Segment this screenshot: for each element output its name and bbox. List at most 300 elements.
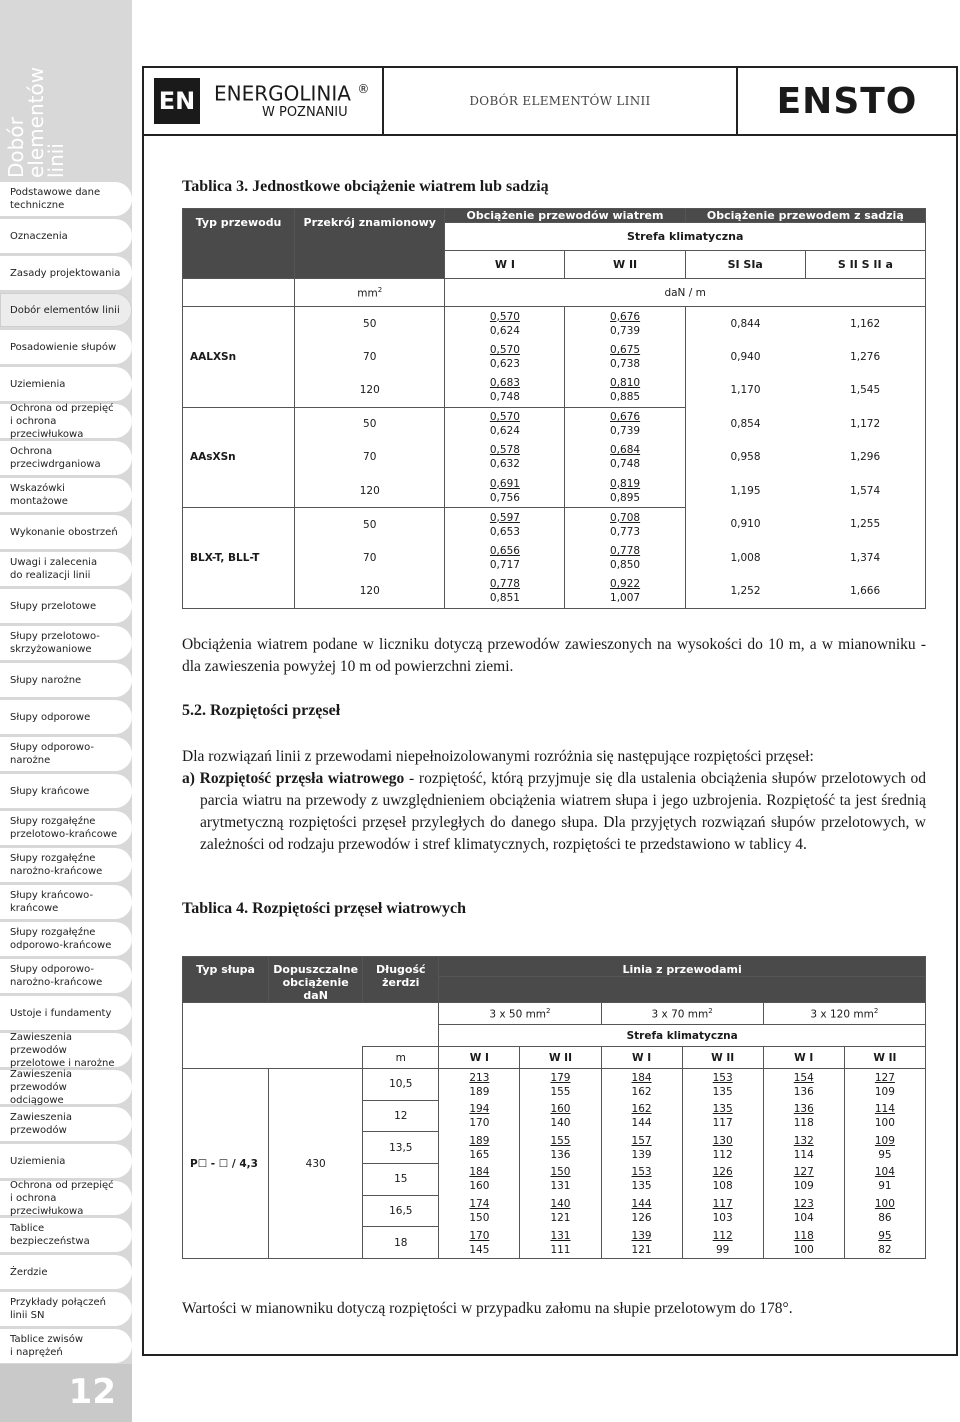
span-cell: [520, 1100, 601, 1132]
pole-length: 12: [363, 1100, 439, 1132]
cross-section: 120: [295, 474, 445, 508]
page-number: 12: [0, 1364, 132, 1422]
span-cell: [520, 1069, 601, 1101]
span-cell: [763, 1227, 844, 1259]
company-city: W POZNANIU: [262, 105, 348, 121]
table-row: [183, 441, 926, 475]
numerator: 184: [469, 1166, 490, 1179]
numerator: 0,683: [489, 377, 520, 389]
table4-header-row: [183, 1003, 926, 1025]
sidebar-item[interactable]: Zawieszenia przewodów odciągowe: [0, 1070, 132, 1104]
table4-header-row: [183, 1047, 926, 1069]
fraction: [469, 1134, 489, 1162]
numerator: 0,684: [610, 444, 641, 457]
section-body: [182, 746, 926, 856]
numerator: 0,676: [610, 310, 641, 323]
fraction: [875, 1134, 895, 1162]
fraction: [713, 1102, 733, 1130]
mm-text: mm: [357, 287, 378, 300]
sidebar-item[interactable]: Uwagi i zalecenia do realizacji linii: [0, 552, 132, 586]
span-cell: [439, 1195, 520, 1227]
denominator: 117: [712, 1117, 733, 1130]
fraction: [469, 1102, 489, 1130]
wind-load-cell: [565, 508, 685, 542]
th-w2: W II: [565, 251, 685, 279]
span-cell: [763, 1100, 844, 1132]
registered-mark: ®: [357, 81, 370, 96]
th-w2: W II: [844, 1047, 925, 1069]
fraction: [632, 1134, 652, 1162]
fraction: [490, 577, 520, 605]
sidebar-item[interactable]: Przykłady połączeń linii SN: [0, 1292, 132, 1326]
sidebar-item[interactable]: Słupy odporowo-narożne: [0, 737, 132, 771]
ice-load-sii: 1,374: [805, 541, 925, 575]
fraction: [878, 1229, 891, 1257]
numerator: 189: [469, 1134, 490, 1147]
sidebar-item[interactable]: Tablice bezpieczeństwa: [0, 1218, 132, 1252]
fraction: [490, 544, 520, 572]
fraction: [469, 1165, 489, 1193]
th-s2: S II S II a: [805, 251, 925, 279]
fraction: [490, 376, 520, 404]
company-text: ENERGOLINIA: [214, 81, 351, 106]
pole-length: 13,5: [363, 1132, 439, 1164]
wind-load-cell: [445, 441, 565, 475]
ensto-logo: ENSTO: [736, 68, 956, 134]
sidebar-item[interactable]: Podstawowe dane techniczne: [0, 182, 132, 216]
fraction: [610, 343, 640, 371]
span-cell: [763, 1164, 844, 1196]
denominator: 114: [793, 1148, 814, 1161]
sidebar-item[interactable]: Ochrona od przepięć i ochrona przeciwłukowa: [0, 404, 132, 438]
sidebar-item[interactable]: Ochrona przeciwdrganiowa: [0, 441, 132, 475]
table3-units-row: [183, 279, 926, 307]
denominator: 99: [715, 1243, 730, 1256]
denominator: 108: [712, 1180, 733, 1193]
denominator: 139: [631, 1148, 652, 1161]
fraction: [632, 1197, 652, 1225]
wind-load-cell: [565, 441, 685, 475]
section-header: DOBÓR ELEMENTÓW LINII: [469, 94, 651, 108]
span-cell: [682, 1100, 763, 1132]
fraction: [490, 511, 520, 539]
numerator: 112: [712, 1229, 733, 1242]
load-value: 430: [269, 1069, 363, 1259]
numerator: 95: [878, 1229, 892, 1242]
fraction: [794, 1229, 814, 1257]
denominator: 112: [712, 1148, 733, 1161]
numerator: 213: [469, 1071, 490, 1084]
denominator: 189: [469, 1085, 490, 1098]
sidebar-item[interactable]: Słupy odporowe: [0, 700, 132, 734]
sidebar-item[interactable]: Słupy przelotowo- skrzyżowaniowe: [0, 626, 132, 660]
fraction: [875, 1165, 895, 1193]
th-m: m: [363, 1047, 439, 1069]
table-row: [183, 374, 926, 408]
sidebar-item[interactable]: Słupy przelotowe: [0, 589, 132, 623]
table-row: [183, 541, 926, 575]
th-c120: [763, 1003, 925, 1025]
fraction: [490, 343, 520, 371]
span-cell: [682, 1227, 763, 1259]
ice-load-sii: 1,162: [805, 307, 925, 341]
denominator: 140: [550, 1117, 571, 1130]
th-load: Dopuszczalne obciążenie daN: [269, 957, 363, 1003]
denominator: 131: [550, 1180, 571, 1193]
numerator: 0,691: [489, 477, 520, 490]
ice-load-si: 0,910: [685, 508, 805, 542]
fraction: [632, 1229, 652, 1257]
numerator: 153: [712, 1071, 733, 1084]
ice-load-si: 0,940: [685, 340, 805, 374]
company-name: [214, 79, 369, 104]
pole-length: 18: [363, 1227, 439, 1259]
denominator: 0,624: [489, 324, 520, 337]
section-intro: Dla rozwiązań linii z przewodami niepełnoizolowanymi rozróżnia się następujące rozpiętości przęseł:: [182, 748, 814, 765]
denominator: 150: [469, 1212, 490, 1225]
numerator: 135: [712, 1103, 733, 1116]
numerator: 126: [712, 1166, 733, 1179]
fraction: [490, 310, 520, 338]
ice-load-sii: 1,666: [805, 575, 925, 609]
blank: [183, 1003, 439, 1047]
sidebar-item[interactable]: Dobór elementów linii: [0, 293, 132, 327]
cross-section: 50: [295, 307, 445, 341]
fraction: [610, 477, 640, 505]
span-cell: [844, 1100, 925, 1132]
section-title: 5.2. Rozpiętości przęseł: [182, 702, 341, 719]
denominator: 91: [878, 1180, 892, 1193]
ice-load-sii: 1,545: [805, 374, 925, 408]
fraction: [490, 443, 520, 471]
span-cell: [439, 1132, 520, 1164]
cross-section: 50: [295, 508, 445, 542]
numerator: 123: [793, 1198, 814, 1211]
numerator: 0,778: [489, 578, 520, 590]
span-cell: [763, 1132, 844, 1164]
denominator: 0,739: [610, 425, 641, 437]
sidebar: [0, 0, 132, 1422]
denominator: 144: [631, 1117, 652, 1130]
note1: Obciążenia wiatrem podane w liczniku dotyczą przewodów zawieszonych na wysokości do 10 m, a w mianowniku - dla zawieszenia powyżej 10 m od powierzchni ziemi.: [182, 636, 926, 675]
energolinia-logo: [144, 68, 384, 134]
fraction: [610, 443, 640, 471]
sidebar-item[interactable]: Zasady projektowania: [0, 256, 132, 290]
item-text: - rozpiętość, którą przyjmuje się dla ustalenia obciążenia słupów przelotowych od parcia wiatru na przewody z uwzględnieniem obciążenia wiatrem słupa i jego uzbrojenia. Rozpiętość ta jest średnią arytmetyczną rozpiętości przęseł przyległych do danego słupa. Dla przyjętych rozwiązań słupów przelotowych, w zależności od rodzaju przewodów i stref klimatycznych, rozpiętości te przedstawiono w tablicy 4.: [200, 770, 926, 853]
sidebar-item[interactable]: Wskazówki montażowe: [0, 478, 132, 512]
span-cell: [601, 1100, 682, 1132]
wind-load-cell: [445, 374, 565, 408]
fraction: [713, 1134, 733, 1162]
pole-length: 16,5: [363, 1195, 439, 1227]
vtitle-line: elementów: [24, 66, 48, 178]
fraction: [713, 1197, 733, 1225]
denominator: 104: [793, 1212, 814, 1225]
blank: [183, 1047, 363, 1069]
numerator: 0,819: [610, 477, 641, 490]
page-header: [142, 66, 958, 136]
wind-load-cell: [565, 575, 685, 609]
sidebar-item[interactable]: Ustoje i fundamenty: [0, 996, 132, 1030]
sidebar-item[interactable]: Słupy krańcowe: [0, 774, 132, 808]
cable-sup: 2: [873, 1006, 879, 1015]
numerator: 160: [550, 1103, 571, 1116]
table3: [182, 208, 926, 609]
units-mm: [295, 279, 445, 307]
th-zone: Strefa klimatyczna: [439, 1025, 926, 1047]
cable-label: 3 x 50 mm: [489, 1008, 547, 1021]
cable-label: 3 x 120 mm: [810, 1008, 874, 1021]
sidebar-item[interactable]: Słupy rozgałęźne narożno-krańcowe: [0, 848, 132, 882]
span-cell: [844, 1195, 925, 1227]
denominator: 0,895: [610, 491, 641, 504]
vtitle-line: Dobór: [4, 117, 28, 178]
fraction: [610, 577, 640, 605]
denominator: 155: [550, 1085, 571, 1098]
ice-load-si: 1,195: [685, 474, 805, 508]
denominator: 165: [469, 1148, 490, 1161]
denominator: 170: [469, 1117, 490, 1130]
numerator: 170: [469, 1229, 490, 1242]
denominator: 82: [878, 1243, 892, 1256]
sidebar-item[interactable]: Zawieszenia przewodów przelotowe i narożne: [0, 1033, 132, 1067]
fraction: [713, 1229, 733, 1257]
cross-section: 70: [295, 541, 445, 575]
numerator: 0,922: [610, 578, 641, 590]
th-w1: W I: [601, 1047, 682, 1069]
sidebar-item[interactable]: Uziemienia: [0, 1144, 132, 1178]
pole-type: P☐ - ☐ / 4,3: [183, 1069, 269, 1259]
table-row: [183, 307, 926, 341]
denominator: 109: [793, 1180, 814, 1193]
denominator: 0,623: [489, 357, 520, 370]
numerator: 0,675: [610, 343, 641, 356]
sidebar-item[interactable]: Ochrona od przepięć i ochrona przeciwłukowa: [0, 1181, 132, 1215]
ice-load-si: 0,854: [685, 407, 805, 441]
denominator: 0,624: [489, 425, 520, 437]
cable-type: BLX-T, BLL-T: [183, 508, 295, 609]
fraction: [610, 544, 640, 572]
sidebar-item[interactable]: Słupy rozgałęźne odporowo-krańcowe: [0, 922, 132, 956]
numerator: 140: [550, 1198, 571, 1211]
wind-load-cell: [445, 340, 565, 374]
span-cell: [520, 1164, 601, 1196]
wind-load-cell: [565, 474, 685, 508]
th-w1: W I: [445, 251, 565, 279]
sidebar-nav: [0, 182, 132, 1366]
sidebar-item[interactable]: Zawieszenia przewodów: [0, 1107, 132, 1141]
numerator: 162: [631, 1103, 652, 1116]
table4: [182, 956, 926, 1259]
cable-type: AALXSn: [183, 307, 295, 408]
fraction: [794, 1102, 814, 1130]
denominator: 0,773: [610, 525, 641, 538]
denominator: 0,738: [610, 357, 641, 370]
numerator: 114: [874, 1103, 895, 1116]
span-cell: [682, 1069, 763, 1101]
denominator: 0,756: [489, 491, 520, 504]
denominator: 0,851: [489, 592, 520, 604]
denominator: 109: [874, 1085, 895, 1098]
sidebar-item[interactable]: Słupy krańcowo- krańcowe: [0, 885, 132, 919]
denominator: 118: [793, 1117, 814, 1130]
numerator: 184: [631, 1071, 652, 1084]
sidebar-item[interactable]: Uziemienia: [0, 367, 132, 401]
cross-section: 120: [295, 575, 445, 609]
span-cell: [844, 1132, 925, 1164]
table4-header-row: [183, 957, 926, 977]
fraction: [490, 477, 520, 505]
table-row: [183, 508, 926, 542]
span-cell: [763, 1069, 844, 1101]
wind-load-cell: [565, 307, 685, 341]
table-row: [183, 340, 926, 374]
fraction: [632, 1102, 652, 1130]
denominator: 100: [874, 1117, 895, 1130]
fraction: [875, 1102, 895, 1130]
numerator: 139: [631, 1229, 652, 1242]
fraction: [469, 1197, 489, 1225]
numerator: 127: [874, 1071, 895, 1084]
th-line-cont: [439, 977, 926, 1003]
th-w2: W II: [682, 1047, 763, 1069]
denominator: 0,739: [610, 324, 641, 337]
sidebar-item[interactable]: Oznaczenia: [0, 219, 132, 253]
cable-type: AAsXSn: [183, 407, 295, 508]
span-cell: [439, 1069, 520, 1101]
numerator: 127: [793, 1166, 814, 1179]
fraction: [610, 310, 640, 338]
numerator: 0,570: [489, 411, 520, 423]
th-ice: Obciążenie przewodem z sadzią: [685, 209, 925, 223]
th-s1: SI SIa: [685, 251, 805, 279]
fraction: [875, 1197, 895, 1225]
denominator: 1,007: [610, 592, 641, 604]
wind-load-cell: [565, 541, 685, 575]
table-row: [183, 575, 926, 609]
wind-load-cell: [565, 407, 685, 441]
fraction: [610, 376, 640, 404]
span-cell: [844, 1069, 925, 1101]
fraction: [550, 1229, 570, 1257]
fraction: [794, 1134, 814, 1162]
ice-load-si: 0,844: [685, 307, 805, 341]
numerator: 179: [550, 1071, 571, 1084]
wind-load-cell: [445, 474, 565, 508]
fraction: [794, 1071, 814, 1099]
span-cell: [601, 1164, 682, 1196]
numerator: 153: [631, 1166, 652, 1179]
item-label: a) Rozpiętość przęsła wiatrowego: [182, 770, 405, 787]
span-cell: [682, 1195, 763, 1227]
denominator: 0,632: [489, 458, 520, 471]
numerator: 194: [469, 1103, 490, 1116]
sidebar-item[interactable]: Słupy odporowo- narożno-krańcowe: [0, 959, 132, 993]
sidebar-item[interactable]: Wykonanie obostrzeń: [0, 515, 132, 549]
fraction: [550, 1071, 570, 1099]
denominator: 126: [631, 1212, 652, 1225]
ice-load-si: 1,252: [685, 575, 805, 609]
denominator: 145: [469, 1243, 490, 1256]
wind-load-cell: [565, 374, 685, 408]
sidebar-item[interactable]: Żerdzie: [0, 1255, 132, 1289]
denominator: 135: [712, 1085, 733, 1098]
span-cell: [844, 1164, 925, 1196]
sidebar-item[interactable]: Tablice zwisów i naprężeń: [0, 1329, 132, 1363]
denominator: 0,748: [489, 391, 520, 403]
note2: Wartości w mianowniku dotyczą rozpiętości w przypadku załomu na słupie przelotowym do 178°.: [182, 1300, 793, 1317]
span-cell: [439, 1227, 520, 1259]
numerator: 150: [550, 1166, 571, 1179]
th-cross: Przekrój znamionowy: [295, 209, 445, 279]
pole-length: 15: [363, 1164, 439, 1196]
fraction: [632, 1165, 652, 1193]
fraction: [794, 1197, 814, 1225]
cable-sup: 2: [708, 1006, 713, 1015]
numerator: 100: [874, 1198, 895, 1211]
numerator: 0,570: [489, 310, 520, 323]
th-w1: W I: [763, 1047, 844, 1069]
denominator: 0,850: [610, 558, 641, 571]
ice-load-sii: 1,296: [805, 441, 925, 475]
pole-length: 10,5: [363, 1069, 439, 1101]
wind-load-cell: [445, 407, 565, 441]
fraction: [794, 1165, 814, 1193]
sidebar-item[interactable]: Słupy narożne: [0, 663, 132, 697]
numerator: 0,676: [610, 411, 641, 423]
denominator: 86: [878, 1212, 892, 1225]
numerator: 0,597: [489, 511, 520, 524]
th-c50: [439, 1003, 601, 1025]
ice-load-si: 1,008: [685, 541, 805, 575]
span-cell: [601, 1227, 682, 1259]
vtitle-line: linii: [44, 143, 68, 178]
denominator: 162: [631, 1085, 652, 1098]
numerator: 155: [550, 1134, 571, 1147]
fraction: [550, 1134, 570, 1162]
ice-load-sii: 1,276: [805, 340, 925, 374]
numerator: 109: [874, 1134, 895, 1147]
ice-load-sii: 1,255: [805, 508, 925, 542]
fraction: [550, 1165, 570, 1193]
cross-section: 70: [295, 340, 445, 374]
numerator: 0,578: [489, 444, 520, 457]
th-c70: [601, 1003, 763, 1025]
th-type: Typ przewodu: [183, 209, 295, 279]
denominator: 160: [469, 1180, 490, 1193]
numerator: 0,810: [610, 377, 641, 389]
numerator: 0,708: [610, 511, 641, 524]
table-row: [183, 1069, 926, 1101]
wind-load-cell: [445, 541, 565, 575]
sidebar-item[interactable]: Słupy rozgałęźne przelotowo-krańcowe: [0, 811, 132, 845]
denominator: 121: [631, 1243, 652, 1256]
fraction: [610, 410, 640, 438]
numerator: 144: [631, 1198, 652, 1211]
units-blank: [183, 279, 295, 307]
numerator: 0,570: [489, 343, 520, 356]
wind-load-cell: [445, 575, 565, 609]
numerator: 154: [793, 1071, 814, 1084]
fraction: [469, 1071, 489, 1099]
span-cell: [763, 1195, 844, 1227]
ice-load-si: 0,958: [685, 441, 805, 475]
span-cell: [439, 1100, 520, 1132]
sidebar-item[interactable]: Posadowienie słupów: [0, 330, 132, 364]
numerator: 118: [793, 1229, 814, 1242]
th-w2: W II: [520, 1047, 601, 1069]
numerator: 0,656: [489, 544, 520, 557]
